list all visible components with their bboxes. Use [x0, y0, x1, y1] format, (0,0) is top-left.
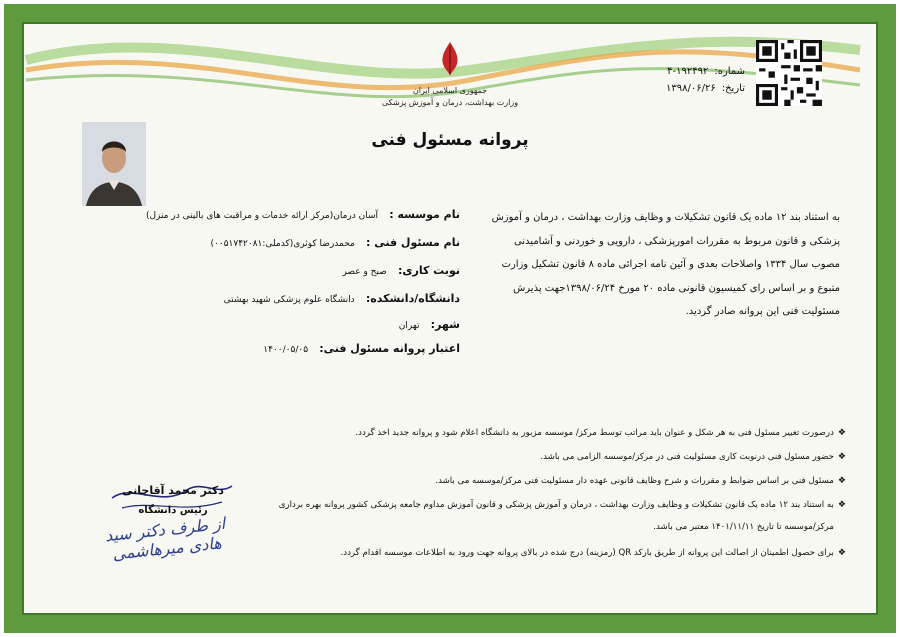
paragraph-line: پزشکی و قانون مربوط به مقررات امورپزشکی ، دارویی و خوردنی و آشامیدنی — [513, 235, 840, 247]
paragraph-line: به استناد بند ۱۲ ماده یک قانون تشکیلات و وظایف وزارت بهداشت ، درمان و آموزش — [491, 212, 840, 223]
holder-photo — [82, 122, 146, 206]
paragraph-line: متبوع و بر اساس رای کمیسیون قانونی ماده ۲۰ مورخ ۱۳۹۸/۰۶/۲۴جهت پذیرش — [513, 282, 840, 294]
list-item — [279, 500, 846, 510]
date-value: ۱۳۹۸/۰۶/۲۶ — [666, 83, 716, 94]
field-institution — [146, 208, 460, 221]
field-label: نوبت کاری: — [398, 264, 460, 277]
page-title: پروانه مسئول فنی — [371, 130, 529, 150]
diamond-bullet-icon: ❖ — [837, 500, 846, 510]
field-city — [399, 318, 460, 331]
signatory-role: رئیس دانشگاه — [138, 505, 208, 516]
date-row — [600, 83, 745, 94]
field-university — [224, 292, 460, 305]
field-label: نام مسئول فنی : — [366, 236, 460, 249]
diamond-bullet-icon: ❖ — [837, 476, 846, 486]
field-value: صبح و عصر — [342, 267, 387, 277]
iran-emblem-icon — [435, 40, 465, 80]
number-label: شماره: — [714, 66, 745, 77]
date-label: تاریخ: — [721, 83, 745, 94]
list-item — [341, 548, 846, 558]
note-text: حضور مسئول فنی درنوبت کاری مسئولیت فنی در مرکز/موسسه الزامی می باشد. — [540, 452, 834, 462]
signatory-name: دکتر محمد آقاجانی — [122, 484, 224, 497]
field-label: نام موسسه : — [389, 208, 460, 221]
field-label: اعتبار پروانه مسئول فنی: — [319, 342, 460, 355]
field-shift — [342, 264, 460, 277]
diamond-bullet-icon: ❖ — [837, 452, 846, 462]
field-value: دانشگاه علوم پزشکی شهید بهشتی — [223, 295, 355, 305]
list-item-continuation — [653, 522, 834, 532]
field-value: محمدرضا کوثری(کدملی:۰۰۵۱۷۴۲۰۸۱) — [210, 239, 355, 249]
field-value: ۱۴۰۰/۰۵/۰۵ — [263, 345, 309, 355]
diamond-bullet-icon: ❖ — [837, 548, 846, 558]
list-item — [435, 476, 846, 486]
certificate-meta — [600, 66, 745, 100]
note-text: مسئول فنی بر اساس ضوابط و مقررات و شرح وظایف قانونی عهده دار مسئولیت فنی مرکز/موسسه می باشد. — [435, 476, 834, 486]
diamond-bullet-icon: ❖ — [837, 428, 846, 438]
handwritten-signature: از طرف دکتر سید هادی میرهاشمی — [104, 513, 226, 564]
field-value: تهران — [398, 321, 420, 331]
note-text: برای حصول اطمینان از اصالت این پروانه از طریق بارکد QR (رمزینه) درج شده در بالای پروانه جهت ورود به اطلاعات موسسه اقدام گردد. — [340, 548, 834, 558]
number-row — [600, 66, 745, 77]
government-line-1: جمهوری اسلامی ایران — [412, 86, 488, 95]
ministry-line: وزارت بهداشت، درمان و آموزش پزشکی — [381, 98, 519, 107]
list-item — [540, 452, 846, 462]
note-text: به استناد بند ۱۲ ماده یک قانون تشکیلات و وظایف وزارت بهداشت ، درمان و آموزش پزشکی و قانون آموزش مداوم جامعه پزشکی کشور پروانه بهره برداری — [278, 500, 834, 510]
field-value: آسان درمان(مرکز ارائه خدمات و مراقبت های بالینی در منزل) — [145, 211, 379, 221]
issuance-paragraph — [480, 206, 840, 324]
number-value: ۴-۱۹۲۴۹۲ — [667, 66, 709, 77]
field-technical-manager — [211, 236, 460, 249]
field-label: دانشگاه/دانشکده: — [365, 292, 460, 305]
field-validity — [263, 342, 460, 355]
paragraph-line: مسئولیت فنی این پروانه صادر گردید. — [685, 306, 840, 317]
field-label: شهر: — [430, 318, 460, 331]
paragraph-line: مصوب سال ۱۳۳۴ واصلاحات بعدی و آئین نامه اجرائی ماده ۸ قانون تشکیل وزارت — [501, 259, 840, 270]
list-item — [355, 428, 846, 438]
note-text: مرکز/موسسه تا تاریخ ۱۴۰۱/۱۱/۱۱ معتبر می باشد. — [653, 522, 834, 532]
qr-code-icon[interactable] — [756, 40, 822, 106]
note-text: درصورت تغییر مسئول فنی به هر شکل و عنوان باید مراتب توسط مرکز/ موسسه مزبور به دانشگاه اعلام شود و پروانه جدید اخذ گردد. — [355, 428, 834, 438]
